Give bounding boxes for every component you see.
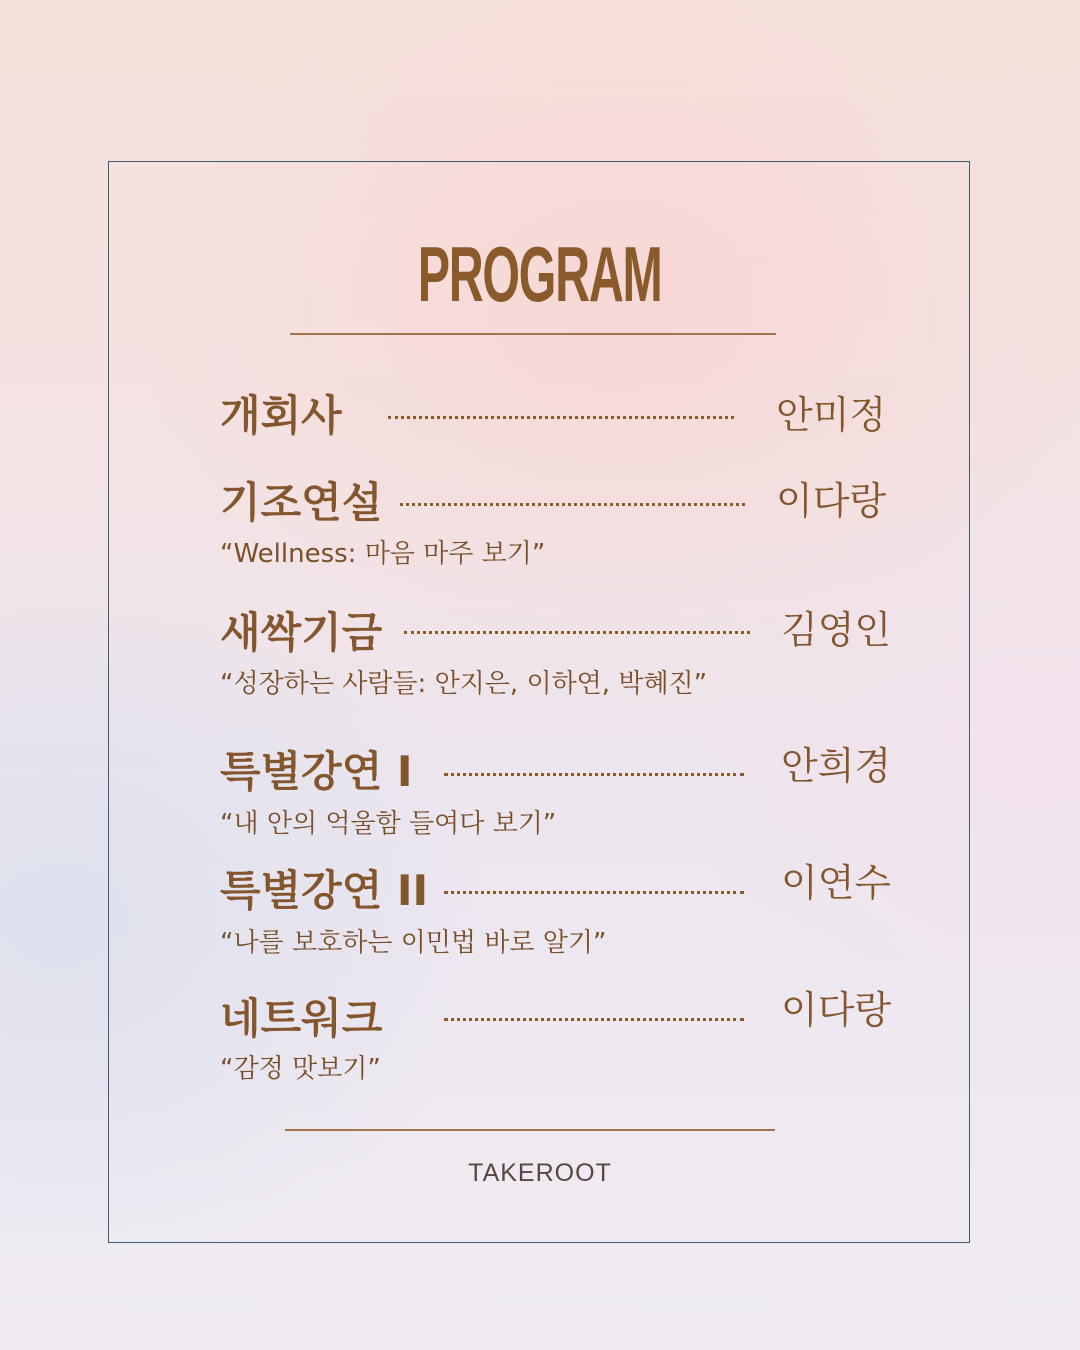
page-title-text: PROGRAM xyxy=(418,230,662,318)
item-subtitle: “감정 맛보기” xyxy=(220,1054,381,1084)
dot-leader xyxy=(404,631,750,634)
item-subtitle: “Wellness: 마음 마주 보기” xyxy=(220,539,546,569)
dot-leader xyxy=(388,416,734,419)
item-title-network: 네트워크 xyxy=(220,994,383,1043)
item-speaker: 안미정 xyxy=(776,393,887,437)
dot-leader xyxy=(444,1018,744,1021)
item-title-lecture-2: 특별강연 II xyxy=(220,866,429,915)
item-subtitle: “성장하는 사람들: 안지은, 이하연, 박혜진” xyxy=(220,669,708,699)
top-divider xyxy=(290,333,776,335)
item-title-fund: 새싹기금 xyxy=(220,608,383,657)
item-speaker: 김영인 xyxy=(781,608,892,652)
item-speaker: 이다랑 xyxy=(776,479,887,523)
item-title-keynote: 기조연설 xyxy=(220,478,383,527)
bottom-divider xyxy=(285,1129,775,1131)
item-speaker: 이연수 xyxy=(781,861,892,905)
item-speaker: 안희경 xyxy=(781,744,892,788)
item-subtitle: “내 안의 억울함 들여다 보기” xyxy=(220,809,557,839)
item-subtitle: “나를 보호하는 이민법 바로 알기” xyxy=(220,928,607,958)
item-title-opening: 개회사 xyxy=(220,391,342,440)
page-title xyxy=(0,232,1080,316)
dot-leader xyxy=(400,503,745,506)
item-speaker: 이다랑 xyxy=(781,988,892,1032)
footer-brand: TAKEROOT xyxy=(468,1159,612,1187)
dot-leader xyxy=(444,891,744,894)
item-title-lecture-1: 특별강연 I xyxy=(220,747,413,796)
dot-leader xyxy=(444,773,744,776)
